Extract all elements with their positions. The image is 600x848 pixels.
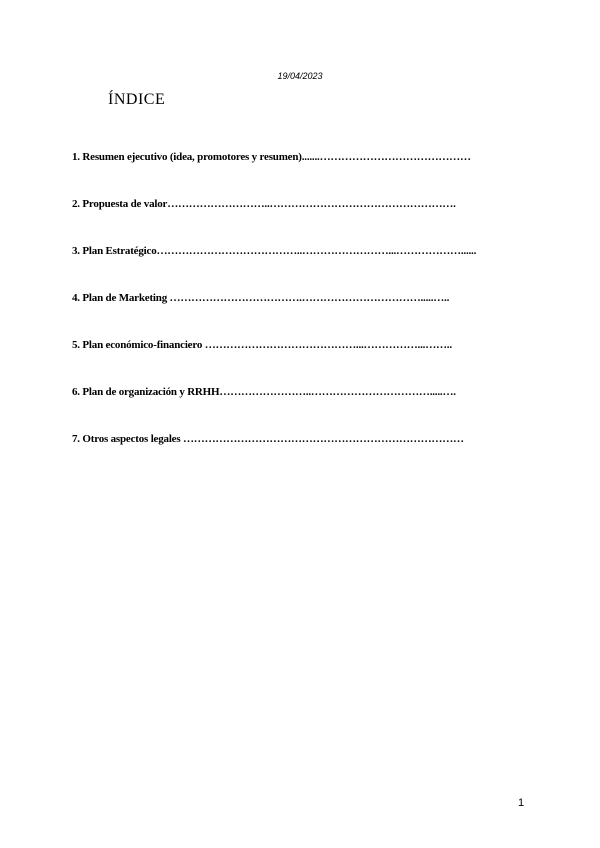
table-of-contents [72,151,532,480]
toc-item-3: 3. Plan Estratégico…………………………………..……………………...………………...... [72,245,477,257]
toc-item-1: 1. Resumen ejecutivo (idea, promotores y resumen).......…………………………………… [72,151,471,163]
page-number: 1 [518,797,525,809]
toc-item-2: 2. Propuesta de valor………………………..……………………………………………. [72,198,456,210]
document-date: 19/04/2023 [277,71,323,81]
index-heading: ÍNDICE [108,91,166,108]
toc-item-5: 5. Plan económico-financiero ……………………………………...……………...…….. [72,339,452,351]
toc-item-4: 4. Plan de Marketing ……………………………….…………………………….....….. [72,292,450,304]
toc-item-7: 7. Otros aspectos legales …………………………………………………………………… [72,433,464,445]
toc-item-6: 6. Plan de organización y RRHH……………………..…………………………….....…. [72,386,456,398]
